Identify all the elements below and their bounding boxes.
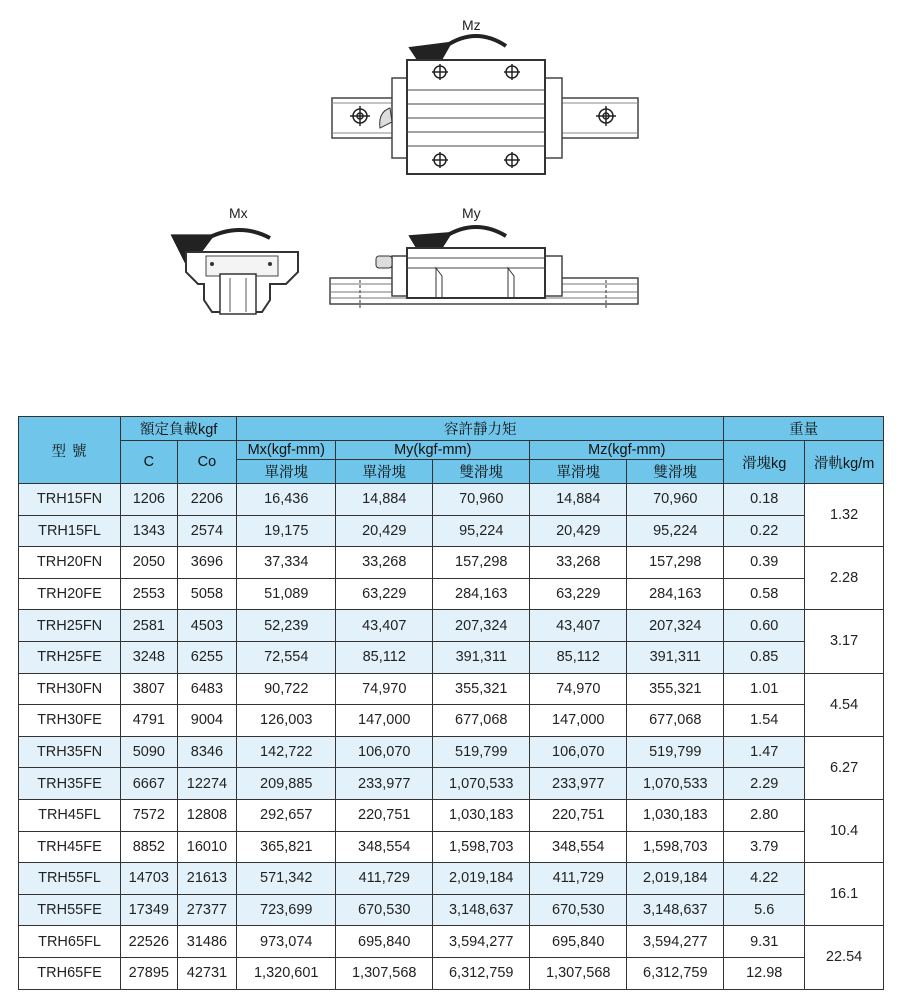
- cell-mz2: 157,298: [627, 547, 724, 579]
- cell-my1: 411,729: [336, 863, 433, 895]
- header-my-single: 單滑塊: [336, 460, 433, 484]
- header-weight: 重量: [724, 417, 884, 441]
- cell-block: 2.29: [724, 768, 805, 800]
- cell-my2: 391,311: [433, 641, 530, 673]
- cell-mz1: 106,070: [530, 736, 627, 768]
- cell-c: 2553: [121, 578, 178, 610]
- table-row: [19, 957, 884, 989]
- cell-c: 4791: [121, 705, 178, 737]
- cell-model: TRH35FE: [19, 768, 121, 800]
- my-rotation-arrow: [446, 227, 506, 236]
- cell-block: 2.80: [724, 799, 805, 831]
- cell-rail-kg-m: 4.54: [805, 673, 884, 736]
- cell-co: 8346: [177, 736, 237, 768]
- cell-mz2: 3,594,277: [627, 926, 724, 958]
- cell-my1: 20,429: [336, 515, 433, 547]
- cell-c: 27895: [121, 957, 178, 989]
- header-my: My(kgf-mm): [336, 441, 530, 460]
- cell-my1: 43,407: [336, 610, 433, 642]
- cell-c: 5090: [121, 736, 178, 768]
- cell-mz1: 63,229: [530, 578, 627, 610]
- cell-my1: 33,268: [336, 547, 433, 579]
- cell-rail-kg-m: 10.4: [805, 799, 884, 862]
- cell-mz1: 670,530: [530, 894, 627, 926]
- cell-co: 6255: [177, 641, 237, 673]
- cell-mz1: 20,429: [530, 515, 627, 547]
- cell-my2: 284,163: [433, 578, 530, 610]
- cell-block: 1.47: [724, 736, 805, 768]
- cell-my1: 106,070: [336, 736, 433, 768]
- cell-rail-kg-m: 16.1: [805, 863, 884, 926]
- cell-my1: 85,112: [336, 641, 433, 673]
- cell-block: 1.01: [724, 673, 805, 705]
- header-my-double: 雙滑塊: [433, 460, 530, 484]
- cell-model: TRH20FN: [19, 547, 121, 579]
- cell-mz1: 14,884: [530, 484, 627, 516]
- cell-mx: 51,089: [237, 578, 336, 610]
- header-co: Co: [177, 441, 237, 484]
- header-rated-load: 額定負載kgf: [121, 417, 237, 441]
- cell-mz1: 85,112: [530, 641, 627, 673]
- header-mz: Mz(kgf-mm): [530, 441, 724, 460]
- cell-block: 9.31: [724, 926, 805, 958]
- header-mx-single: 單滑塊: [237, 460, 336, 484]
- table-row: [19, 578, 884, 610]
- cell-block: 0.22: [724, 515, 805, 547]
- cell-mz2: 3,148,637: [627, 894, 724, 926]
- cell-c: 8852: [121, 831, 178, 863]
- cell-mz2: 284,163: [627, 578, 724, 610]
- cell-model: TRH25FE: [19, 641, 121, 673]
- cell-mz1: 74,970: [530, 673, 627, 705]
- header-static-moment: 容許靜力矩: [237, 417, 724, 441]
- cell-co: 12808: [177, 799, 237, 831]
- cell-mz1: 233,977: [530, 768, 627, 800]
- cell-model: TRH20FE: [19, 578, 121, 610]
- cell-co: 12274: [177, 768, 237, 800]
- cell-model: TRH15FN: [19, 484, 121, 516]
- cell-my2: 70,960: [433, 484, 530, 516]
- cell-c: 2581: [121, 610, 178, 642]
- cell-rail-kg-m: 2.28: [805, 547, 884, 610]
- cell-my1: 670,530: [336, 894, 433, 926]
- cell-co: 2574: [177, 515, 237, 547]
- cell-mx: 571,342: [237, 863, 336, 895]
- cell-co: 31486: [177, 926, 237, 958]
- cell-co: 4503: [177, 610, 237, 642]
- my-label: My: [462, 205, 481, 221]
- cell-mz1: 220,751: [530, 799, 627, 831]
- cell-co: 6483: [177, 673, 237, 705]
- cell-mz2: 1,070,533: [627, 768, 724, 800]
- cell-my2: 3,148,637: [433, 894, 530, 926]
- cell-my2: 519,799: [433, 736, 530, 768]
- cell-block: 0.18: [724, 484, 805, 516]
- cell-c: 14703: [121, 863, 178, 895]
- table-row: [19, 641, 884, 673]
- cell-co: 5058: [177, 578, 237, 610]
- cell-mx: 365,821: [237, 831, 336, 863]
- cell-mz1: 1,307,568: [530, 957, 627, 989]
- cell-block: 1.54: [724, 705, 805, 737]
- cell-c: 1206: [121, 484, 178, 516]
- cell-my2: 207,324: [433, 610, 530, 642]
- cell-mz2: 677,068: [627, 705, 724, 737]
- table-row: [19, 705, 884, 737]
- moment-diagrams: [0, 0, 900, 400]
- cell-model: TRH35FN: [19, 736, 121, 768]
- cell-mz1: 695,840: [530, 926, 627, 958]
- mz-label: Mz: [462, 17, 481, 33]
- cell-model: TRH65FE: [19, 957, 121, 989]
- cell-my2: 95,224: [433, 515, 530, 547]
- table-row: [19, 831, 884, 863]
- cell-block: 0.58: [724, 578, 805, 610]
- block-side: [407, 248, 545, 298]
- cell-my2: 1,598,703: [433, 831, 530, 863]
- cell-my2: 2,019,184: [433, 863, 530, 895]
- cell-mx: 37,334: [237, 547, 336, 579]
- cell-mz2: 1,598,703: [627, 831, 724, 863]
- cell-mx: 52,239: [237, 610, 336, 642]
- cell-mz2: 2,019,184: [627, 863, 724, 895]
- table-row: [19, 799, 884, 831]
- cell-model: TRH65FL: [19, 926, 121, 958]
- cell-my1: 63,229: [336, 578, 433, 610]
- mz-top-view: [332, 17, 638, 174]
- table-row: [19, 547, 884, 579]
- cell-mx: 19,175: [237, 515, 336, 547]
- cell-mz2: 519,799: [627, 736, 724, 768]
- cell-model: TRH55FE: [19, 894, 121, 926]
- cell-my2: 157,298: [433, 547, 530, 579]
- cell-c: 17349: [121, 894, 178, 926]
- cell-model: TRH45FL: [19, 799, 121, 831]
- cell-c: 3248: [121, 641, 178, 673]
- header-mx: Mx(kgf-mm): [237, 441, 336, 460]
- cell-rail-kg-m: 6.27: [805, 736, 884, 799]
- cell-mx: 723,699: [237, 894, 336, 926]
- spec-table: [18, 416, 884, 990]
- cell-my1: 74,970: [336, 673, 433, 705]
- cell-c: 7572: [121, 799, 178, 831]
- cell-c: 3807: [121, 673, 178, 705]
- cell-my2: 677,068: [433, 705, 530, 737]
- cell-rail-kg-m: 22.54: [805, 926, 884, 989]
- cell-mz1: 411,729: [530, 863, 627, 895]
- mz-rotation-arrow: [446, 36, 506, 46]
- cell-c: 6667: [121, 768, 178, 800]
- table-row: [19, 515, 884, 547]
- cell-mx: 292,657: [237, 799, 336, 831]
- cell-mx: 90,722: [237, 673, 336, 705]
- cell-rail-kg-m: 3.17: [805, 610, 884, 673]
- mx-label: Mx: [229, 205, 248, 221]
- cell-mz1: 147,000: [530, 705, 627, 737]
- cell-mz2: 95,224: [627, 515, 724, 547]
- my-side-view: [330, 205, 638, 310]
- cell-mx: 16,436: [237, 484, 336, 516]
- cell-co: 42731: [177, 957, 237, 989]
- cell-mz2: 70,960: [627, 484, 724, 516]
- cell-mx: 1,320,601: [237, 957, 336, 989]
- header-c: C: [121, 441, 178, 484]
- cell-model: TRH30FE: [19, 705, 121, 737]
- cell-model: TRH55FL: [19, 863, 121, 895]
- cell-co: 16010: [177, 831, 237, 863]
- cell-co: 3696: [177, 547, 237, 579]
- cell-my2: 355,321: [433, 673, 530, 705]
- cell-my2: 1,070,533: [433, 768, 530, 800]
- table-row: [19, 768, 884, 800]
- cell-my2: 3,594,277: [433, 926, 530, 958]
- table-row: [19, 926, 884, 958]
- cell-model: TRH30FN: [19, 673, 121, 705]
- cell-my1: 14,884: [336, 484, 433, 516]
- table-row: [19, 894, 884, 926]
- cell-mz2: 355,321: [627, 673, 724, 705]
- header-block-kg: 滑塊kg: [724, 441, 805, 484]
- cell-mz2: 207,324: [627, 610, 724, 642]
- header-model: 型 號: [19, 417, 121, 484]
- table-row: [19, 863, 884, 895]
- cell-co: 9004: [177, 705, 237, 737]
- cell-block: 12.98: [724, 957, 805, 989]
- table-row: [19, 484, 884, 516]
- cell-block: 4.22: [724, 863, 805, 895]
- spec-table-body: [19, 484, 884, 990]
- cell-my1: 220,751: [336, 799, 433, 831]
- cell-c: 22526: [121, 926, 178, 958]
- cell-mz2: 1,030,183: [627, 799, 724, 831]
- cell-block: 0.60: [724, 610, 805, 642]
- cell-my2: 1,030,183: [433, 799, 530, 831]
- header-rail-kg-m: 滑軌kg/m: [805, 441, 884, 484]
- cell-my1: 233,977: [336, 768, 433, 800]
- cell-my1: 348,554: [336, 831, 433, 863]
- header-mz-single: 單滑塊: [530, 460, 627, 484]
- cell-rail-kg-m: 1.32: [805, 484, 884, 547]
- cell-co: 21613: [177, 863, 237, 895]
- cell-mx: 142,722: [237, 736, 336, 768]
- cell-my1: 695,840: [336, 926, 433, 958]
- cell-co: 2206: [177, 484, 237, 516]
- cell-mx: 209,885: [237, 768, 336, 800]
- cell-model: TRH45FE: [19, 831, 121, 863]
- cell-block: 5.6: [724, 894, 805, 926]
- cell-block: 0.39: [724, 547, 805, 579]
- cell-my1: 147,000: [336, 705, 433, 737]
- rail-end: [220, 274, 256, 314]
- cell-mx: 126,003: [237, 705, 336, 737]
- table-row: [19, 736, 884, 768]
- cell-mz2: 6,312,759: [627, 957, 724, 989]
- table-row: [19, 673, 884, 705]
- cell-mz1: 43,407: [530, 610, 627, 642]
- cell-c: 2050: [121, 547, 178, 579]
- cell-block: 3.79: [724, 831, 805, 863]
- cell-block: 0.85: [724, 641, 805, 673]
- cell-mx: 973,074: [237, 926, 336, 958]
- mx-end-view: [186, 205, 298, 314]
- header-mz-double: 雙滑塊: [627, 460, 724, 484]
- block-top: [407, 60, 545, 174]
- cell-model: TRH15FL: [19, 515, 121, 547]
- cell-mx: 72,554: [237, 641, 336, 673]
- cell-mz1: 33,268: [530, 547, 627, 579]
- linear-guide-illustration: [0, 0, 900, 400]
- cell-co: 27377: [177, 894, 237, 926]
- cell-c: 1343: [121, 515, 178, 547]
- mx-rotation-arrow: [208, 230, 270, 238]
- table-row: [19, 610, 884, 642]
- cell-my1: 1,307,568: [336, 957, 433, 989]
- cell-mz1: 348,554: [530, 831, 627, 863]
- cell-my2: 6,312,759: [433, 957, 530, 989]
- cell-model: TRH25FN: [19, 610, 121, 642]
- cell-mz2: 391,311: [627, 641, 724, 673]
